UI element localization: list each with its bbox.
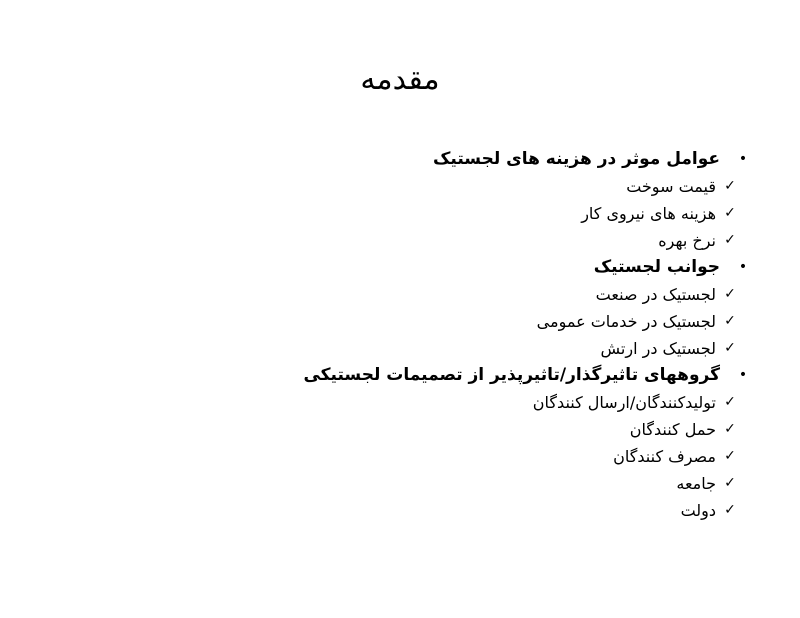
slide-title: مقدمه bbox=[360, 62, 440, 97]
list-item bbox=[190, 227, 750, 254]
list-item-text: دولت bbox=[680, 501, 716, 520]
bullet-icon: • bbox=[738, 367, 748, 383]
list-item bbox=[190, 200, 750, 227]
section-heading bbox=[190, 362, 750, 389]
check-icon: ✓ bbox=[724, 448, 736, 464]
list-item-text: لجستیک در خدمات عمومی bbox=[536, 312, 716, 331]
list-item bbox=[190, 470, 750, 497]
check-icon: ✓ bbox=[724, 421, 736, 437]
list-item-text: تولیدکنندگان/ارسال کنندگان bbox=[532, 393, 716, 412]
section-heading-text: عوامل موثر در هزینه های لجستیک bbox=[432, 149, 720, 169]
check-icon: ✓ bbox=[724, 286, 736, 302]
check-icon: ✓ bbox=[724, 394, 736, 410]
list-item bbox=[190, 281, 750, 308]
section-heading bbox=[190, 146, 750, 173]
list-item-text: لجستیک در ارتش bbox=[600, 339, 716, 358]
list-item bbox=[190, 497, 750, 524]
list-item bbox=[190, 389, 750, 416]
section-heading-text: گروههای تاثیرگذار/تاثیرپذیر از تصمیمات لجستیکی bbox=[303, 365, 720, 385]
list-item bbox=[190, 335, 750, 362]
list-item bbox=[190, 443, 750, 470]
list-item-text: لجستیک در صنعت bbox=[595, 285, 716, 304]
list-item-text: جامعه bbox=[676, 474, 716, 493]
bullet-list bbox=[190, 146, 750, 524]
list-item-text: هزینه های نیروی کار bbox=[581, 204, 716, 223]
list-item-text: مصرف کنندگان bbox=[613, 447, 716, 466]
check-icon: ✓ bbox=[724, 475, 736, 491]
bullet-icon: • bbox=[738, 151, 748, 167]
check-icon: ✓ bbox=[724, 232, 736, 248]
check-icon: ✓ bbox=[724, 340, 736, 356]
list-item-text: قیمت سوخت bbox=[626, 177, 716, 196]
list-item bbox=[190, 173, 750, 200]
list-item bbox=[190, 416, 750, 443]
list-item-text: نرخ بهره bbox=[658, 231, 716, 250]
check-icon: ✓ bbox=[724, 178, 736, 194]
section-heading-text: جوانب لجستیک bbox=[593, 257, 720, 277]
check-icon: ✓ bbox=[724, 205, 736, 221]
check-icon: ✓ bbox=[724, 502, 736, 518]
check-icon: ✓ bbox=[724, 313, 736, 329]
list-item bbox=[190, 308, 750, 335]
bullet-icon: • bbox=[738, 259, 748, 275]
section-heading bbox=[190, 254, 750, 281]
list-item-text: حمل کنندگان bbox=[629, 420, 716, 439]
